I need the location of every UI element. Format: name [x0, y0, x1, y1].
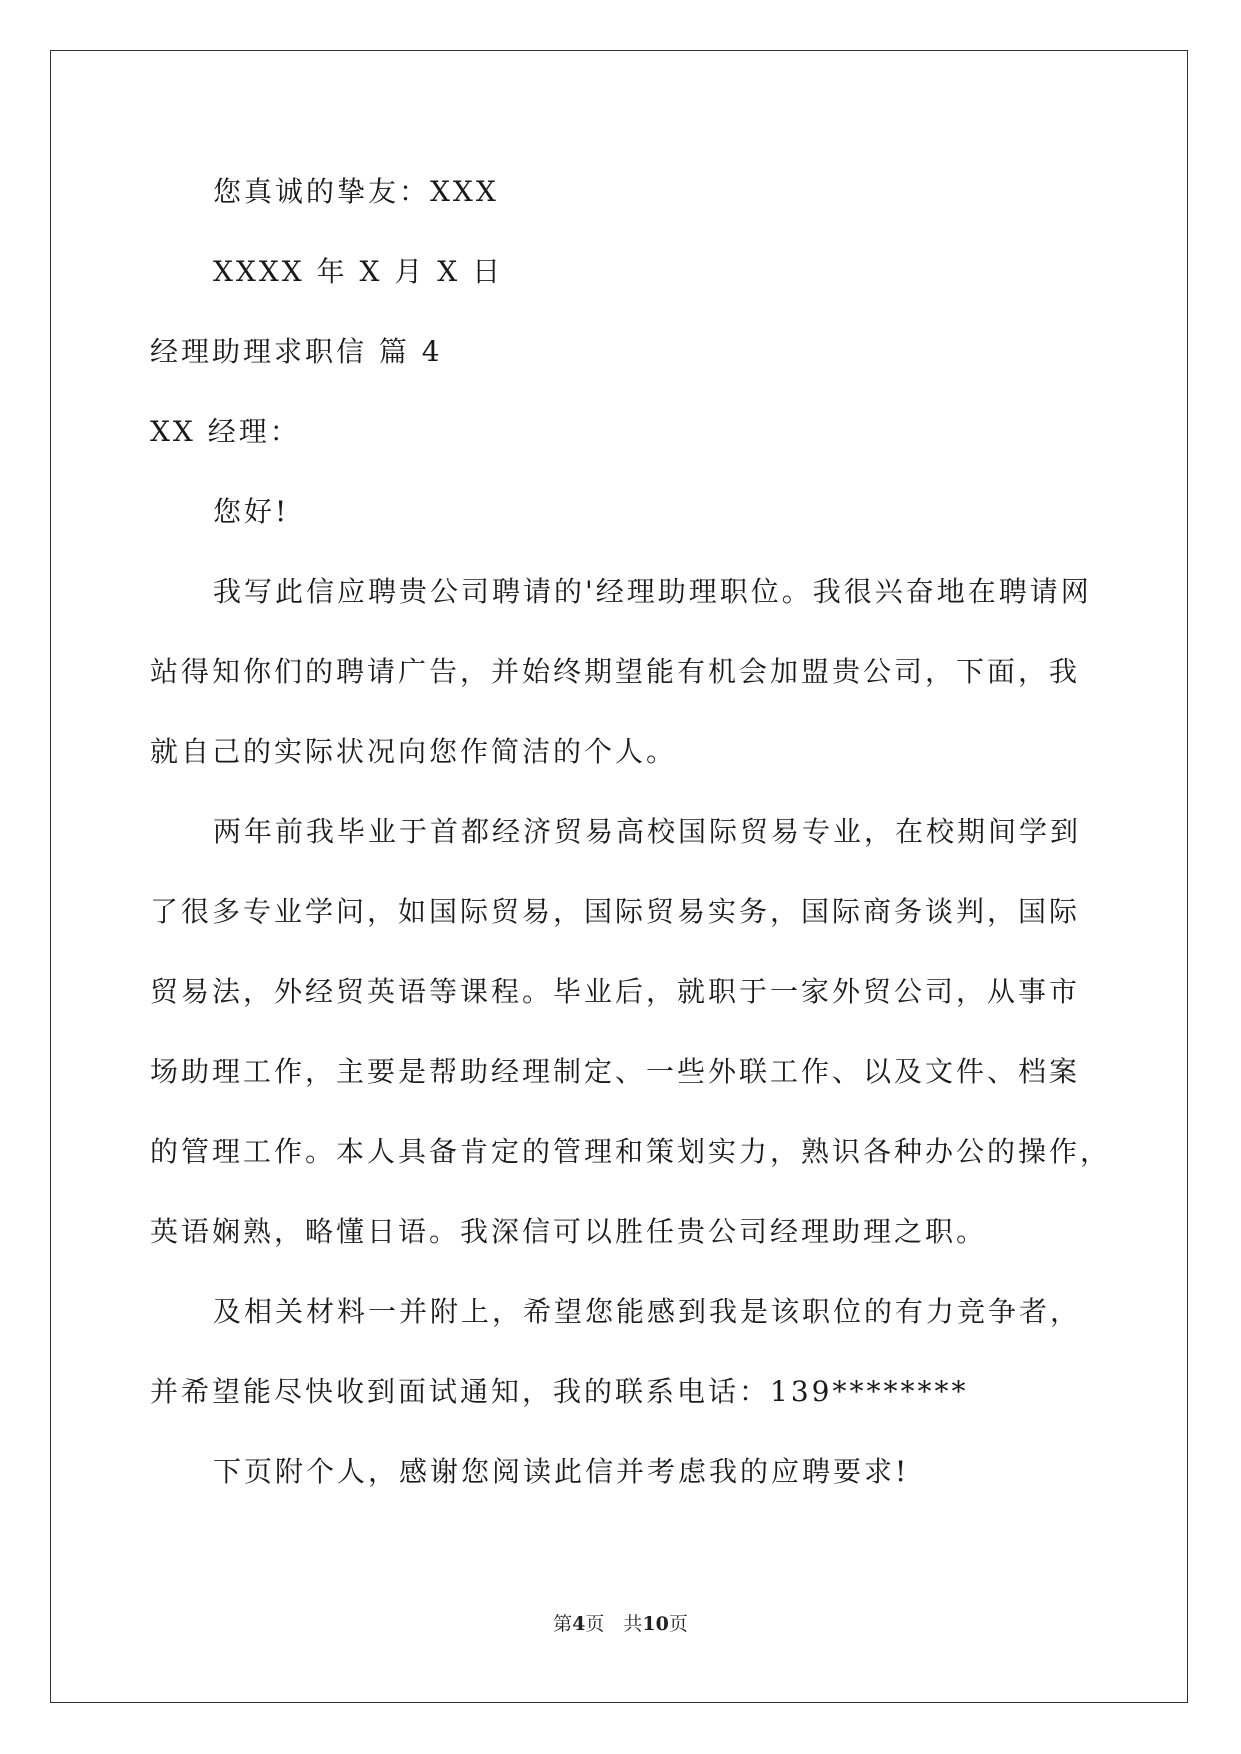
paragraph-line: 我写此信应聘贵公司聘请的'经理助理职位。我很兴奋地在聘请网 [213, 575, 1092, 608]
paragraph-line: 英语娴熟，略懂日语。我深信可以胜任贵公司经理助理之职。 [150, 1215, 988, 1248]
footer-page-mid: 页 共 [585, 1613, 643, 1635]
closing-date: XXXX 年 X 月 X 日 [213, 255, 504, 288]
paragraph-line: 站得知你们的聘请广告，并始终期望能有机会加盟贵公司，下面，我 [150, 655, 1081, 688]
paragraph-line: 两年前我毕业于首都经济贸易高校国际贸易专业，在校期间学到 [213, 815, 1082, 848]
paragraph-line: 并希望能尽快收到面试通知，我的联系电话：139******** [150, 1375, 969, 1408]
section-heading: 经理助理求职信 篇 4 [150, 335, 443, 368]
footer-page-prefix: 第 [553, 1613, 573, 1635]
greeting: 您好! [213, 495, 290, 528]
footer-page-total: 10 [642, 1613, 669, 1635]
salutation: XX 经理： [150, 415, 301, 448]
paragraph-line: 场助理工作，主要是帮助经理制定、一些外联工作、以及文件、档案 [150, 1055, 1081, 1088]
paragraph-line: 及相关材料一并附上，希望您能感到我是该职位的有力竞争者， [213, 1295, 1082, 1328]
footer-page-suffix: 页 [668, 1613, 688, 1635]
paragraph-line: 了很多专业学问，如国际贸易，国际贸易实务，国际商务谈判，国际 [150, 895, 1081, 928]
page-footer [0, 1612, 1241, 1636]
paragraph-line: 就自己的实际状况向您作简洁的个人。 [150, 735, 678, 768]
paragraph-line: 的管理工作。本人具备肯定的管理和策划实力，熟识各种办公的操作， [150, 1135, 1112, 1168]
closing-signature: 您真诚的挚友：XXX [213, 175, 499, 208]
paragraph-line: 贸易法，外经贸英语等课程。毕业后，就职于一家外贸公司，从事市 [150, 975, 1081, 1008]
footer-page-current: 4 [572, 1613, 586, 1635]
paragraph-line: 下页附个人，感谢您阅读此信并考虑我的应聘要求! [213, 1455, 910, 1488]
